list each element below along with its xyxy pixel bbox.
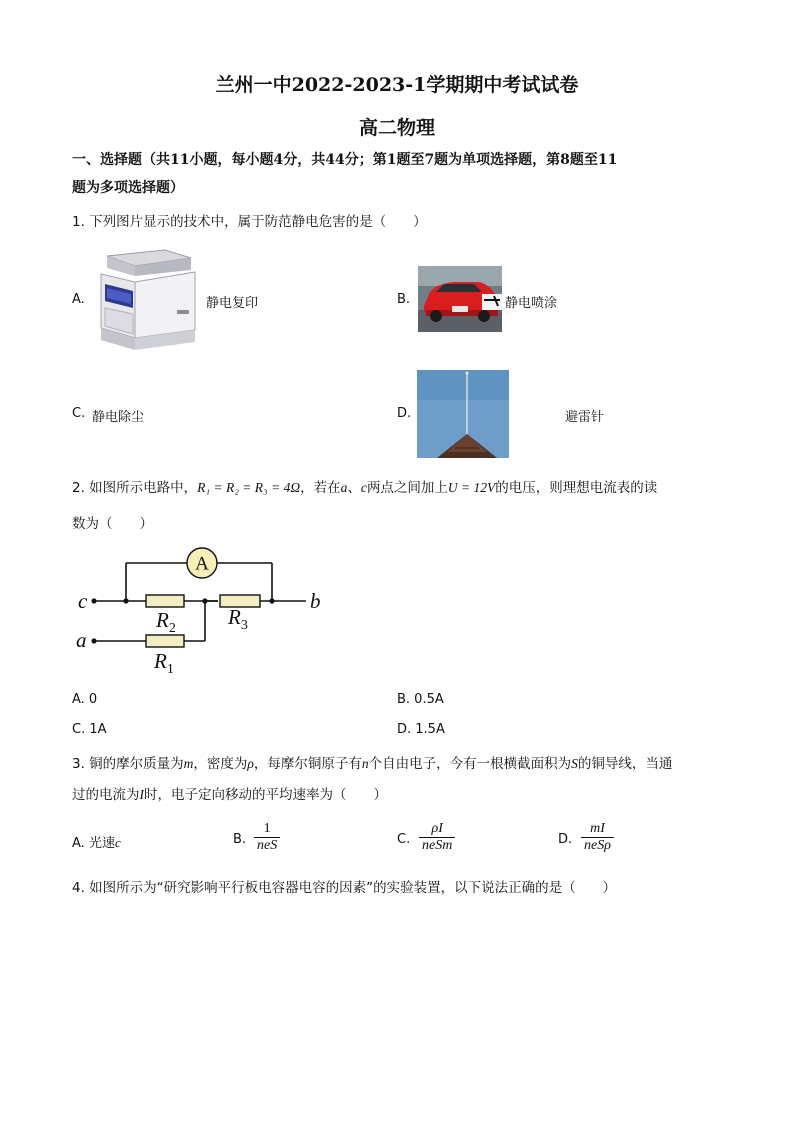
q3-option-d-letter: D. xyxy=(558,832,573,847)
r3-label: $R_3$ xyxy=(228,605,248,633)
question-2-stem-line2: 数为（ ） xyxy=(72,516,153,532)
q3-text-2: ，密度为 xyxy=(193,756,248,772)
q2-stem-part1: 2. 如图所示电路中， xyxy=(72,480,198,496)
q2-resistance-formula: R₁ = R₂ = R₃ = 4Ω xyxy=(197,480,301,495)
lightning-rod-image xyxy=(417,370,509,458)
q3-option-b-denominator: neS xyxy=(257,838,278,853)
q2-voltage: U = 12V xyxy=(447,480,496,495)
q1-option-a-letter: A. xyxy=(72,292,85,307)
page-title: 兰州一中2022-2023-1学期期中考试试卷 xyxy=(215,74,579,96)
q2-option-c: C. 1A xyxy=(72,722,107,737)
junction-dot-right xyxy=(269,598,274,603)
question-2-stem-line1 xyxy=(72,478,657,498)
question-3-stem-line1 xyxy=(72,754,672,774)
q2-sep: 、 xyxy=(347,480,361,496)
resistor-r2 xyxy=(146,595,184,607)
q1-option-d-letter: D. xyxy=(397,406,412,421)
q3-text-4: 个自由电子，今有一根横截面积为 xyxy=(368,756,572,772)
q2-node-a-inline: a xyxy=(340,480,348,495)
q3-text-3: ，每摩尔铜原子有 xyxy=(253,756,362,772)
q3-option-d-numerator: mI xyxy=(581,821,614,838)
section-heading xyxy=(72,146,732,202)
q3-option-a xyxy=(72,832,121,851)
red-car-image xyxy=(418,266,502,332)
node-a-label: a xyxy=(76,628,87,652)
junction-dot-middle xyxy=(202,598,207,603)
q3-option-c-denominator: neSm xyxy=(422,838,453,853)
node-b-label: b xyxy=(310,589,321,613)
q3-text-7: 时，电子定向移动的平均速率为（ ） xyxy=(144,787,387,803)
q3-option-a-text: 光速 xyxy=(88,836,115,851)
q2-option-b: B. 0.5A xyxy=(397,692,444,707)
section-heading-line2: 题为多项选择题） xyxy=(72,180,184,196)
question-1-stem: 1. 下列图片显示的技术中，属于防范静电危害的是（ ） xyxy=(72,214,427,230)
page-subtitle: 高二物理 xyxy=(358,117,435,139)
q3-option-b-fraction xyxy=(254,821,280,854)
q3-var-n: n xyxy=(361,756,369,771)
q3-option-b-numerator: 1 xyxy=(254,821,280,838)
q1-option-b-letter: B. xyxy=(397,292,411,307)
q2-stem-part2: ，若在 xyxy=(300,480,341,496)
terminal-c-dot xyxy=(91,598,96,603)
r2-label: $R_2$ xyxy=(156,608,176,636)
q3-option-d-denominator: neSρ xyxy=(584,838,611,853)
q3-text-1: 3. 铜的摩尔质量为 xyxy=(72,756,184,772)
q1-option-b-text: 静电喷涂 xyxy=(505,296,558,311)
q2-option-d: D. 1.5A xyxy=(397,722,445,737)
terminal-a-dot xyxy=(91,638,96,643)
q3-var-m: m xyxy=(183,756,194,771)
q3-var-rho: ρ xyxy=(247,756,254,771)
section-heading-line1: 一、选择题（共11小题，每小题4分，共44分；第1题至7题为单项选择题，第8题至11 xyxy=(72,152,618,168)
q3-option-a-letter: A. xyxy=(72,836,85,851)
question-4-stem: 4. 如图所示为“研究影响平行板电容器电容的因素”的实验装置，以下说法正确的是（ ） xyxy=(72,880,617,896)
ammeter-label: A xyxy=(195,553,209,575)
q3-option-b-letter: B. xyxy=(233,832,247,847)
junction-dot-left xyxy=(123,598,128,603)
q3-var-s: S xyxy=(571,756,578,771)
q3-text-5: 的铜导线，当通 xyxy=(577,756,673,772)
q3-option-c-fraction xyxy=(419,821,455,854)
q1-option-c-letter: C. xyxy=(72,406,86,421)
q3-var-i: I xyxy=(139,787,144,802)
q3-option-d-fraction xyxy=(581,821,614,854)
resistor-r1 xyxy=(146,635,184,647)
q3-option-a-var: c xyxy=(114,835,121,850)
r1-label: $R_1$ xyxy=(154,649,174,677)
q3-option-c-letter: C. xyxy=(397,832,411,847)
q3-text-6: 过的电流为 xyxy=(72,787,140,803)
q2-stem-part3: 两点之间加上 xyxy=(366,480,448,496)
q2-node-c-inline: c xyxy=(360,480,367,495)
q3-option-c-numerator: ρI xyxy=(419,821,455,838)
q2-stem-part4: 的电压，则理想电流表的读 xyxy=(495,480,658,496)
q2-option-a: A. 0 xyxy=(72,692,98,707)
question-3-stem-line2 xyxy=(72,785,387,805)
q1-option-c-text: 静电除尘 xyxy=(92,410,145,425)
circuit-diagram xyxy=(72,540,332,680)
q1-option-d-text: 避雷针 xyxy=(565,410,605,425)
q1-option-a-text: 静电复印 xyxy=(206,296,259,311)
node-c-label: c xyxy=(78,589,88,613)
photocopier-image xyxy=(95,246,199,358)
